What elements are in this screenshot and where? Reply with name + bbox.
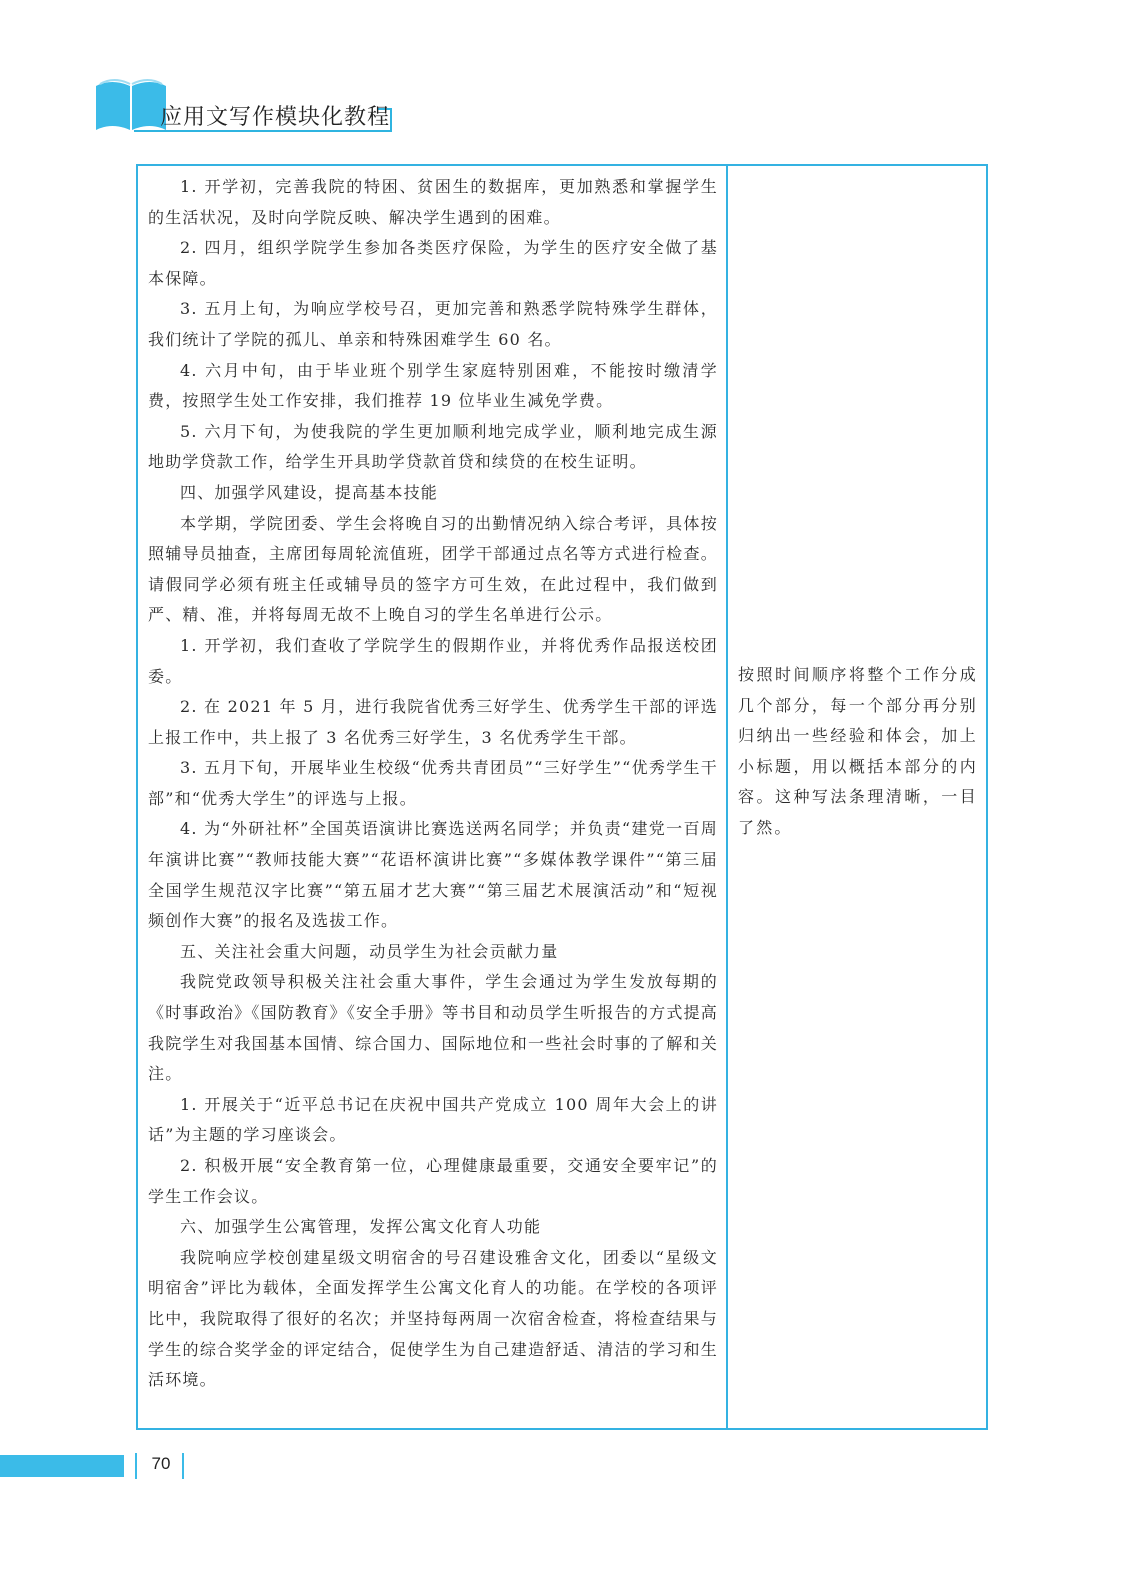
paragraph: 2. 积极开展“安全教育第一位，心理健康最重要，交通安全要牢记”的学生工作会议。 [148,1156,718,1206]
paragraph: 1. 开学初，我们查收了学院学生的假期作业，并将优秀作品报送校团委。 [148,635,718,686]
footer-separator [182,1453,184,1479]
footer-bar [0,1455,124,1477]
paragraph: 1. 开学初，完善我院的特困、贫困生的数据库，更加熟悉和掌握学生的生活状况，及时向学院反映、解决学生遇到的困难。 [148,177,718,227]
paragraph: 3. 五月上旬，为响应学校号召，更加完善和熟悉学院特殊学生群体，我们统计了学院的孤儿、单亲和特殊困难学生 60 名。 [148,299,718,349]
page-header [0,0,1127,150]
paragraph: 2. 四月，组织学院学生参加各类医疗保险，为学生的医疗安全做了基本保障。 [148,238,718,288]
footer-separator [135,1453,137,1479]
paragraph: 4. 六月中旬，由于毕业班个别学生家庭特别困难，不能按时缴清学费，按照学生处工作安排，我们推荐 19 位毕业生减免学费。 [148,360,718,411]
content-table [136,164,988,1430]
paragraph: 1. 开展关于“近平总书记在庆祝中国共产党成立 100 周年大会上的讲话”为主题的学习座谈会。 [148,1094,718,1145]
paragraph: 我院响应学校创建星级文明宿舍的号召建设雅舍文化，团委以“星级文明宿舍”评比为载体，全面发挥学生公寓文化育人的功能。在学校的各项评比中，我院取得了很好的名次；并坚持每两周一次宿舍检查，将检查结果与学生的综合奖学金的评定结合，促使学生为自己建造舒适、清洁的学习和生活环境。 [148,1247,718,1390]
paragraph: 2. 在 2021 年 5 月，进行我院省优秀三好学生、优秀学生干部的评选上报工作中，共上报了 3 名优秀三好学生，3 名优秀学生干部。 [148,697,718,747]
paragraph: 我院党政领导积极关注社会重大事件，学生会通过为学生发放每期的《时事政治》《国防教育》《安全手册》等书目和动员学生听报告的方式提高我院学生对我国基本国情、综合国力、国际地位和一些社会时事的了解和关注。 [148,972,718,1084]
paragraph: 4. 为“外研社杯”全国英语演讲比赛选送两名同学；并负责“建党一百周年演讲比赛”“教师技能大赛”“花语杯演讲比赛”“多媒体教学课件”“第三届全国学生规范汉字比赛”“第五届才艺大赛”“第三届艺术展演活动”和“短视频创作大赛”的报名及选拔工作。 [148,819,718,931]
open-book-icon [92,76,170,132]
section-heading: 四、加强学风建设，提高基本技能 [180,482,439,502]
paragraph: 本学期，学院团委、学生会将晚自习的出勤情况纳入综合考评，具体按照辅导员抽查，主席团每周轮流值班，团学干部通过点名等方式进行检查。请假同学必须有班主任或辅导员的签字方可生效，在此过程中，我们做到严、精、准，并将每周无故不上晚自习的学生名单进行公示。 [148,513,718,625]
paragraph: 3. 五月下旬，开展毕业生校级“优秀共青团员”“三好学生”“优秀学生干部”和“优秀大学生”的评选与上报。 [148,758,718,808]
column-divider [726,166,728,1428]
main-text-column [148,172,718,1396]
page-number: 70 [151,1454,171,1473]
paragraph: 5. 六月下旬，为使我院的学生更加顺利地完成学业，顺利地完成生源地助学贷款工作，给学生开具助学贷款首贷和续贷的在校生证明。 [148,421,718,472]
book-title: 应用文写作模块化教程 [160,105,391,130]
section-heading: 五、关注社会重大问题，动员学生为社会贡献力量 [180,941,559,961]
section-heading: 六、加强学生公寓管理，发挥公寓文化育人功能 [180,1217,542,1237]
annotation-note: 按照时间顺序将整个工作分成几个部分，每一个部分再分别归纳出一些经验和体会，加上小标题，用以概括本部分的内容。这种写法条理清晰，一目了然。 [738,665,978,837]
